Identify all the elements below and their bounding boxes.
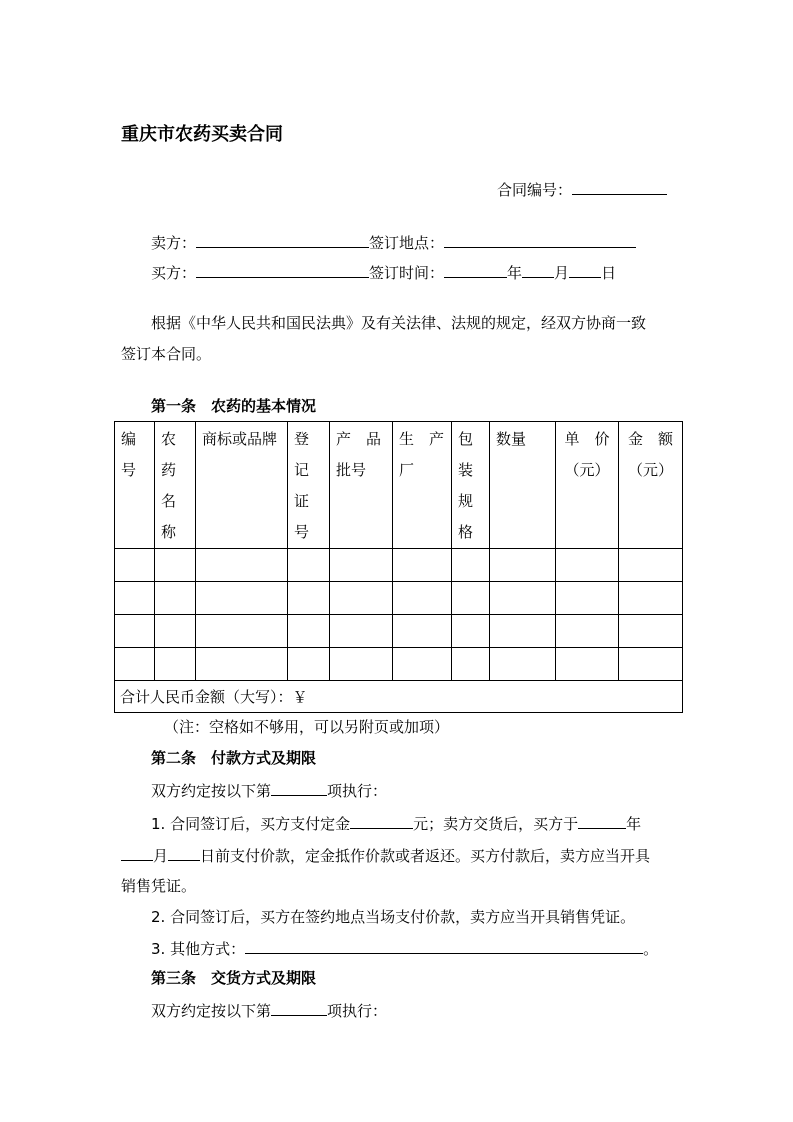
delivery-option-blank[interactable] [271,1000,327,1016]
table-cell[interactable] [452,582,490,615]
payment-item-3 [151,938,658,959]
sign-place-blank[interactable] [444,232,636,248]
table-cell[interactable] [556,615,619,648]
table-cell[interactable] [619,549,683,582]
payment-item-1-line-2 [121,845,650,866]
col-amount: 金 额（元） [619,422,683,549]
contract-number-blank[interactable] [572,179,667,195]
table-cell[interactable] [556,648,619,681]
item3-text-a: 3. 其他方式： [151,940,246,958]
payment-item-2: 2. 合同签订后，买方在签约地点当场支付价款，卖方应当开具销售凭证。 [151,908,636,926]
agree-suffix: 项执行： [327,782,388,800]
table-cell[interactable] [330,582,393,615]
table-cell[interactable] [490,549,556,582]
table-cell[interactable] [155,648,196,681]
agree-prefix: 双方约定按以下第 [151,782,272,800]
col-manufacturer: 生 产厂 [393,422,452,549]
col-brand: 商标或品牌 [196,422,288,549]
seller-blank[interactable] [196,232,369,248]
table-cell[interactable] [393,549,452,582]
item1-text-a: 1. 合同签订后，买方支付定金 [151,815,351,833]
col-quantity: 数量 [490,422,556,549]
contract-number-line [497,179,667,200]
table-cell[interactable] [490,582,556,615]
seller-label: 卖方： [151,234,197,252]
seller-line [151,232,636,253]
buyer-blank[interactable] [196,262,369,278]
table-cell[interactable] [619,615,683,648]
col-batch-no: 产 品批号 [330,422,393,549]
month-label: 月 [554,264,570,282]
table-cell[interactable] [619,582,683,615]
table-cell[interactable] [393,615,452,648]
article-3-agree-line [151,1000,387,1021]
col-unit-price: 单 价（元） [556,422,619,549]
col-pesticide-name: 农药名称 [155,422,196,549]
total-amount-cell[interactable]: 合计人民币金额（大写）：￥ [115,681,683,713]
agree-suffix: 项执行： [327,1002,388,1020]
sign-place-label: 签订地点： [369,234,445,252]
day-label: 日 [601,264,617,282]
table-cell[interactable] [196,582,288,615]
table-cell[interactable] [288,615,330,648]
contract-number-label: 合同编号： [497,181,573,199]
table-cell[interactable] [490,615,556,648]
other-method-blank[interactable] [245,938,643,954]
sign-year-blank[interactable] [444,262,507,278]
item1-year-label: 年 [626,815,642,833]
table-note: （注：空格如不够用，可以另附页或加项） [164,718,450,736]
payment-item-1-line-3: 销售凭证。 [121,877,197,895]
sign-time-label: 签订时间： [369,264,445,282]
table-cell[interactable] [155,549,196,582]
table-row [115,648,683,681]
table-cell[interactable] [330,648,393,681]
item1-text-e: 日前支付价款，定金抵作价款或者返还。买方付款后，卖方应当开具 [200,847,651,865]
table-cell[interactable] [115,549,155,582]
payment-day-blank[interactable] [168,845,200,861]
payment-option-blank[interactable] [271,780,327,796]
table-cell[interactable] [115,615,155,648]
table-cell[interactable] [115,648,155,681]
table-cell[interactable] [196,648,288,681]
col-number: 编号 [115,422,155,549]
table-cell[interactable] [452,615,490,648]
intro-line-1: 根据《中华人民共和国民法典》及有关法律、法规的规定，经双方协商一致 [151,314,647,332]
deposit-amount-blank[interactable] [350,813,413,829]
table-row [115,615,683,648]
article-3-heading: 第三条 交货方式及期限 [151,969,317,987]
table-cell[interactable] [155,615,196,648]
table-cell[interactable] [330,615,393,648]
table-header-row [115,422,683,549]
table-cell[interactable] [196,549,288,582]
table-cell[interactable] [393,648,452,681]
table-cell[interactable] [452,648,490,681]
year-label: 年 [507,264,523,282]
table-cell[interactable] [155,582,196,615]
table-row [115,582,683,615]
payment-item-1-line-1 [151,813,641,834]
agree-prefix: 双方约定按以下第 [151,1002,272,1020]
table-cell[interactable] [330,549,393,582]
table-cell[interactable] [288,582,330,615]
table-cell[interactable] [619,648,683,681]
table-cell[interactable] [452,549,490,582]
article-1-heading: 第一条 农药的基本情况 [151,397,317,415]
table-total-row [115,681,683,713]
payment-year-blank[interactable] [578,813,626,829]
article-2-heading: 第二条 付款方式及期限 [151,749,317,767]
table-cell[interactable] [556,582,619,615]
document-title: 重庆市农药买卖合同 [121,124,283,145]
item1-month-label: 月 [153,847,169,865]
table-cell[interactable] [393,582,452,615]
table-row [115,549,683,582]
article-2-agree-line [151,780,387,801]
buyer-label: 买方： [151,264,197,282]
intro-line-2: 签订本合同。 [121,345,212,363]
table-cell[interactable] [556,549,619,582]
sign-month-blank[interactable] [522,262,554,278]
sign-day-blank[interactable] [569,262,601,278]
table-cell[interactable] [288,549,330,582]
table-cell[interactable] [288,648,330,681]
item3-period: 。 [643,940,659,958]
payment-month-blank[interactable] [121,845,153,861]
table-cell[interactable] [115,582,155,615]
pesticide-table [114,421,683,713]
col-registration-no: 登记证号 [288,422,330,549]
item1-text-b: 元；卖方交货后，买方于 [413,815,579,833]
col-package-spec: 包装规格 [452,422,490,549]
table-cell[interactable] [196,615,288,648]
table-cell[interactable] [490,648,556,681]
buyer-line [151,262,616,283]
